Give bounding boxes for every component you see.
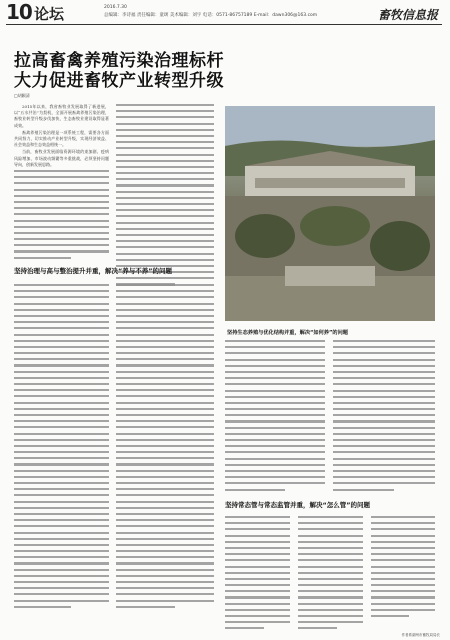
text-lines-col6 — [333, 340, 435, 495]
issue-date: 2016.7.30 — [104, 5, 127, 10]
subhead-3: 坚持常态管与常态监管并重，解决“怎么管”的问题 — [225, 501, 371, 509]
paragraph-3: 当前，畜牧业发展面临资源环境约束加剧、疫病风险增加、市场波动频繁等多重挑战，必须坚持问题导向，创新发展思路。 — [14, 149, 109, 167]
byline: □胡颖清 — [14, 93, 30, 98]
text-lines-col4 — [116, 284, 214, 612]
text-lines-col8 — [298, 516, 363, 634]
text-lines-col3 — [14, 284, 109, 612]
text-lines-col9 — [371, 516, 435, 621]
page-header — [0, 0, 450, 26]
farm-photo — [225, 106, 435, 321]
author-note: 作者系湖州市畜牧局局长 — [401, 633, 440, 637]
text-lines-col5 — [225, 340, 325, 495]
text-lines-col1 — [14, 170, 109, 263]
intro-paragraph: 2015年以来，我省畜牧业发展取得了新进展，以“五水共治”为契机，全面开展畜禽养殖污染治理，畜牧业转型升级步伐加快，生态畜牧业建设取得显著成效。 — [14, 104, 109, 128]
paragraph-2: 畜禽养殖污染治理是一项系统工程，需要各方面共同努力，切实推动产业转型升级，实现经济效益、社会效益和生态效益相统一。 — [14, 129, 109, 148]
farm-scene-illustration — [225, 106, 435, 321]
headline-line-1: 拉高畜禽养殖污染治理标杆 — [14, 51, 224, 71]
text-lines-col7 — [225, 516, 290, 634]
page-number: 10 — [6, 0, 32, 24]
header-rule — [6, 24, 442, 25]
section-title: 论坛 — [34, 5, 65, 23]
text-lines-col2 — [116, 104, 214, 290]
photo-caption: 坚持生态养殖与优化结构并重，解决“如何养”的问题 — [227, 330, 348, 336]
headline-line-2: 大力促进畜牧产业转型升级 — [14, 71, 224, 91]
newspaper-name: 畜牧信息报 — [377, 8, 438, 22]
subhead-2: 坚持治理与高与整治提升并重，解决“养与不养”的问题 — [14, 267, 173, 275]
editor-info: 总编辑：李诗福 责任编辑：童颂 美术编辑：刘宇 电话：0571-86757189 E-mail：dawn306@163.com — [104, 13, 318, 18]
